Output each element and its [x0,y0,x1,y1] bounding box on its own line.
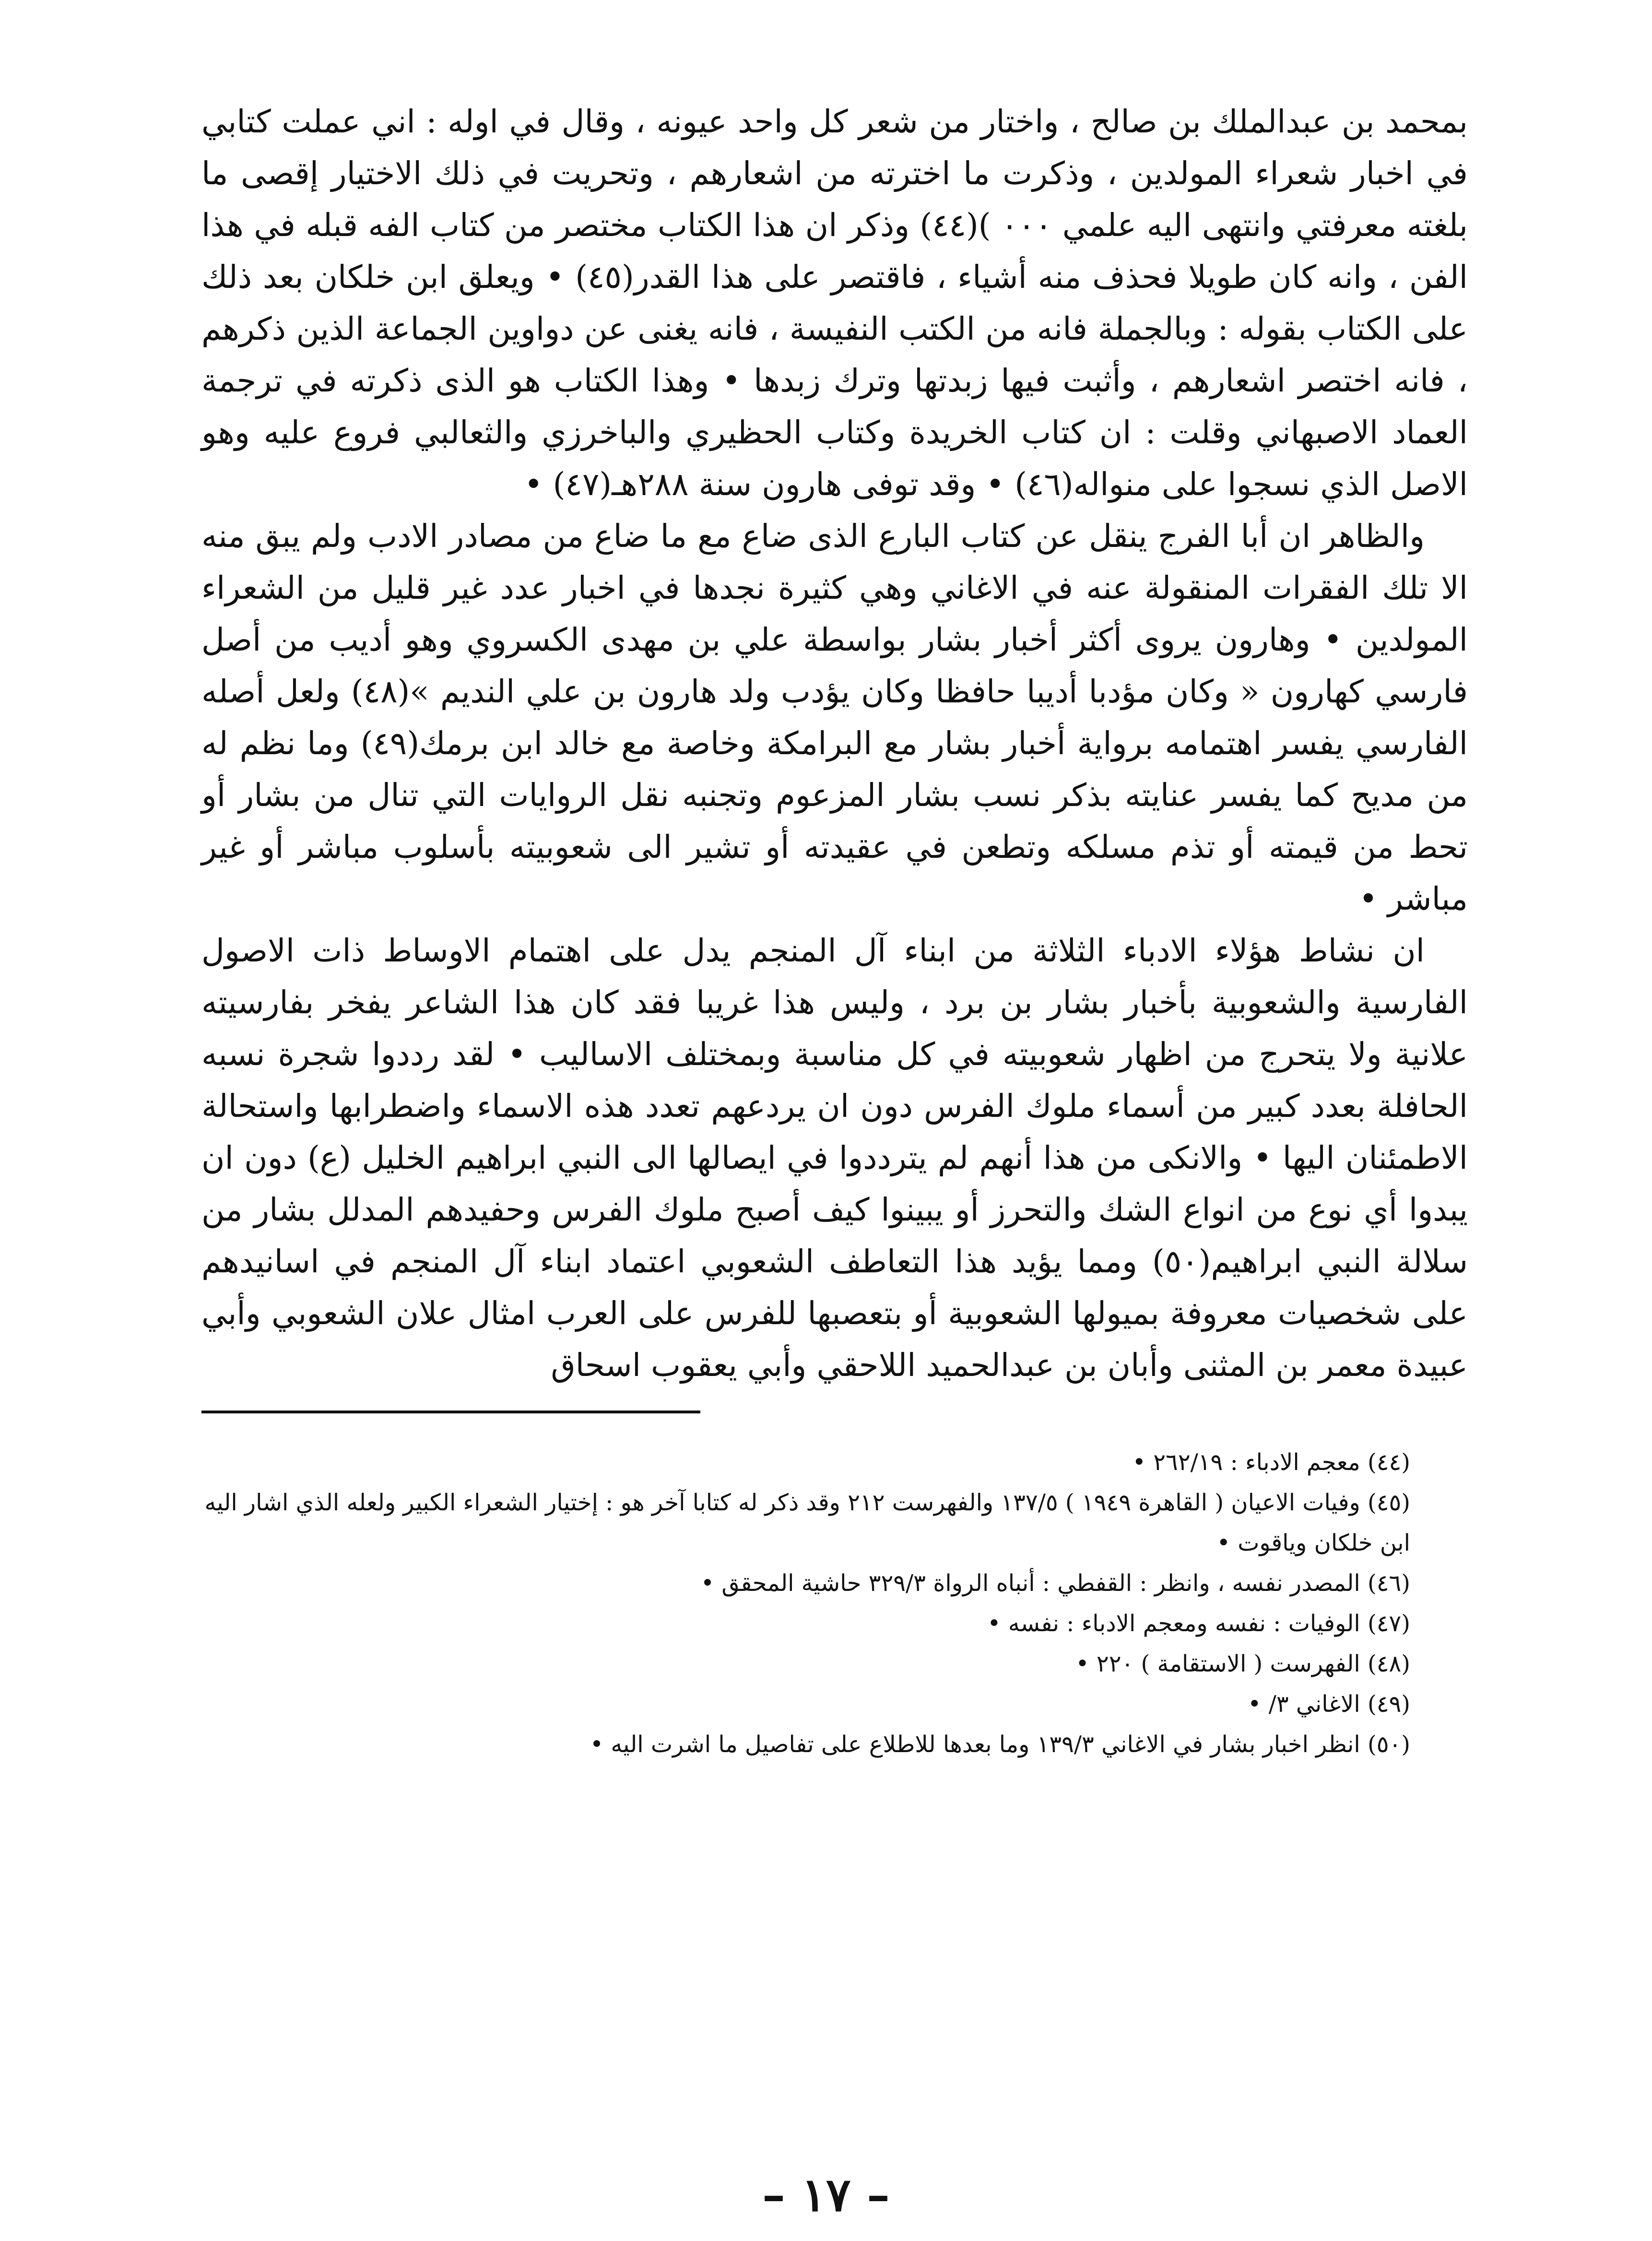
main-text [201,96,1468,1391]
page-number: – ١٧ – [762,2168,890,2222]
page [201,96,1468,2169]
footnote-49: (٤٩) الاغاني ٣/ • [1248,1691,1410,1718]
paragraph-1: بمحمد بن عبدالملك بن صالح ، واختار من شعر كل واحد عيونه ، وقال في اوله : اني عملت كتابي في اخبار شعراء المولدين ، وذكرت ما اخترته من اشعارهم ، وتحريت في ذلك الاختيار إقصى ما بلغته معرفتي وانتهى اليه علمي ٠٠٠ )(٤٤) وذكر ان هذا الكتاب مختصر من كتاب الفه قبله في هذا الفن ، وانه كان طويلا فحذف منه أشياء ، فاقتصر على هذا القدر(٤٥) • ويعلق ابن خلكان بعد ذلك على الكتاب بقوله : وبالجملة فانه من الكتب النفيسة ، فانه يغنى عن دواوين الجماعة الذين ذكرهم ، فانه اختصر اشعارهم ، وأثبت فيها زبدتها وترك زبدها • وهذا الكتاب هو الذى ذكرته في ترجمة العماد الاصبهاني وقلت : ان كتاب الخريدة وكتاب الحظيري والباخرزي والثعالبي فروع عليه وهو الاصل الذي نسجوا على منواله(٤٦) • وقد توفى هارون سنة ٢٨٨هـ(٤٧) • [201,103,1468,503]
footnote-50: (٥٠) انظر اخبار بشار في الاغاني ١٣٩/٣ وما بعدها للاطلاع على تفاصيل ما اشرت اليه • [590,1731,1410,1758]
footnotes [201,1442,1468,1765]
footnote-separator [201,1411,700,1413]
paragraph-3: ان نشاط هؤلاء الادباء الثلاثة من ابناء آل المنجم يدل على اهتمام الاوساط ذات الاصول الفارسية والشعوبية بأخبار بشار بن برد ، وليس هذا غريبا فقد كان هذا الشاعر يفخر بفارسيته علانية ولا يتحرج من اظهار شعوبيته في كل مناسبة وبمختلف الاساليب • لقد رددوا شجرة نسبه الحافلة بعدد كبير من أسماء ملوك الفرس دون ان يردعهم تعدد هذه الاسماء واضطرابها واستحالة الاطمئنان اليها • والانكى من هذا أنهم لم يترددوا في ايصالها الى النبي ابراهيم الخليل (ع) دون ان يبدوا أي نوع من انواع الشك والتحرز أو يبينوا كيف أصبح ملوك الفرس وحفيدهم المدلل بشار من سلالة النبي ابراهيم(٥٠) ومما يؤيد هذا التعاطف الشعوبي اعتماد ابناء آل المنجم في اسانيدهم على شخصيات معروفة بميولها الشعوبية أو بتعصبها للفرس على العرب امثال علان الشعوبي وأبي عبيدة معمر بن المثنى وأبان بن عبدالحميد اللاحقي وأبي يعقوب اسحاق [201,932,1468,1384]
footnote-48: (٤٨) الفهرست ( الاستقامة ) ٢٢٠ • [1075,1650,1410,1677]
footnote-45: (٤٥) وفيات الاعيان ( القاهرة ١٩٤٩ ) ١٣٧/٥ والفهرست ٢١٢ وقد ذكر له كتابا آخر هو : إختيار الشعراء الكبير ولعله الذي اشار اليه ابن خلكان وياقوت • [204,1489,1410,1556]
footnote-46: (٤٦) المصدر نفسه ، وانظر : القفطي : أنباه الرواة ٣٢٩/٣ حاشية المحقق • [700,1570,1410,1597]
footnote-44: (٤٤) معجم الادباء : ٢٦٢/١٩ • [1132,1449,1410,1476]
paragraph-2: والظاهر ان أبا الفرج ينقل عن كتاب البارع الذى ضاع مع ما ضاع من مصادر الادب ولم يبق منه الا تلك الفقرات المنقولة عنه في الاغاني وهي كثيرة نجدها في اخبار عدد غير قليل من الشعراء المولدين • وهارون يروى أكثر أخبار بشار بواسطة علي بن مهدى الكسروي وهو أديب من أصل فارسي كهارون « وكان مؤدبا أديبا حافظا وكان يؤدب ولد هارون بن علي النديم »(٤٨) ولعل أصله الفارسي يفسر اهتمامه برواية أخبار بشار مع البرامكة وخاصة مع خالد ابن برمك(٤٩) وما نظم له من مديح كما يفسر عنايته بذكر نسب بشار المزعوم وتجنبه نقل الروايات التي تنال من بشار أو تحط من قيمته أو تذم مسلكه وتطعن في عقيدته أو تشير الى شعوبيته بأسلوب مباشر أو غير مباشر • [201,518,1468,917]
footnote-47: (٤٧) الوفيات : نفسه ومعجم الادباء : نفسه • [987,1610,1410,1637]
